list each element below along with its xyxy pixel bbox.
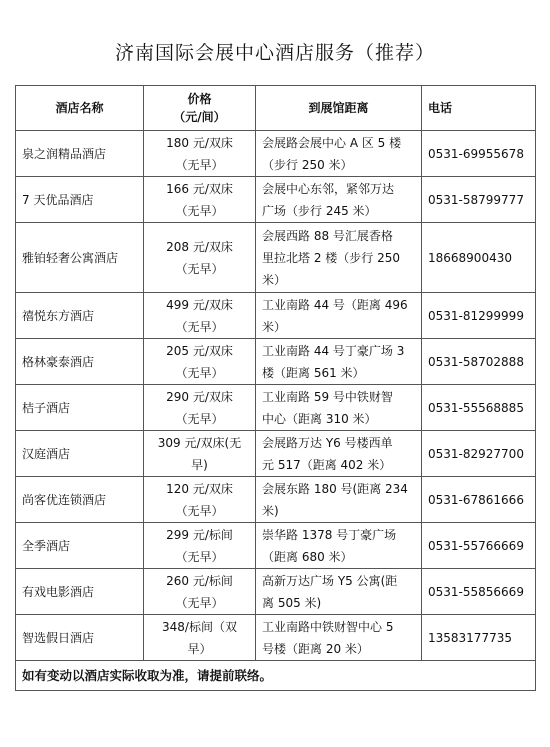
table-row bbox=[16, 385, 536, 431]
hotel-phone: 0531-55856669 bbox=[422, 569, 536, 615]
hotel-price bbox=[144, 339, 256, 385]
hotel-price bbox=[144, 177, 256, 223]
distance-line-1: 会展东路 180 号(距离 234 bbox=[262, 481, 408, 496]
table-row bbox=[16, 569, 536, 615]
hotel-distance bbox=[256, 223, 422, 293]
distance-line-1: 会展中心东邻，紧邻万达 bbox=[262, 181, 395, 196]
price-amount: 260 元/标间 bbox=[166, 573, 233, 588]
price-amount: 309 元/双床(无 bbox=[157, 435, 242, 450]
distance-line-2: 中心（距离 310 米） bbox=[262, 411, 377, 426]
distance-line-1: 工业南路 59 号中铁财智 bbox=[262, 389, 393, 404]
price-amount: 180 元/双床 bbox=[166, 135, 233, 150]
header-hotel-name: 酒店名称 bbox=[16, 86, 144, 131]
hotel-name: 禧悦东方酒店 bbox=[16, 293, 144, 339]
price-breakfast: 早） bbox=[187, 641, 212, 656]
distance-line-2: 米) bbox=[262, 503, 279, 518]
price-amount: 299 元/标间 bbox=[166, 527, 233, 542]
price-breakfast: （无早） bbox=[175, 503, 224, 518]
hotel-name: 7 天优品酒店 bbox=[16, 177, 144, 223]
distance-line-1: 会展路万达 Y6 号楼西单 bbox=[262, 435, 393, 450]
hotel-distance bbox=[256, 569, 422, 615]
hotel-price bbox=[144, 431, 256, 477]
table-row bbox=[16, 523, 536, 569]
price-amount: 208 元/双床 bbox=[166, 239, 233, 254]
distance-line-1: 工业南路 44 号（距离 496 bbox=[262, 297, 408, 312]
distance-line-2: 离 505 米) bbox=[262, 595, 322, 610]
header-phone: 电话 bbox=[422, 86, 536, 131]
hotel-distance bbox=[256, 431, 422, 477]
distance-line-2: 广场（步行 245 米） bbox=[262, 203, 377, 218]
hotel-name: 雅铂轻奢公寓酒店 bbox=[16, 223, 144, 293]
hotel-table bbox=[15, 85, 536, 691]
table-row bbox=[16, 131, 536, 177]
hotel-name: 全季酒店 bbox=[16, 523, 144, 569]
hotel-price bbox=[144, 523, 256, 569]
table-row bbox=[16, 339, 536, 385]
note-text: 如有变动以酒店实际收取为准，请提前联络。 bbox=[16, 661, 536, 691]
table-header-row bbox=[16, 86, 536, 131]
hotel-price bbox=[144, 293, 256, 339]
price-breakfast: （无早） bbox=[175, 549, 224, 564]
hotel-distance bbox=[256, 293, 422, 339]
hotel-distance bbox=[256, 385, 422, 431]
price-breakfast: （无早） bbox=[175, 319, 224, 334]
note-row bbox=[16, 661, 536, 691]
hotel-phone: 0531-69955678 bbox=[422, 131, 536, 177]
distance-line-2: （距离 680 米） bbox=[262, 549, 353, 564]
distance-line-2: （步行 250 米） bbox=[262, 157, 353, 172]
hotel-phone: 0531-67861666 bbox=[422, 477, 536, 523]
hotel-distance bbox=[256, 339, 422, 385]
hotel-phone: 18668900430 bbox=[422, 223, 536, 293]
price-amount: 499 元/双床 bbox=[166, 297, 233, 312]
header-price bbox=[144, 86, 256, 131]
distance-line-2: 里拉北塔 2 楼（步行 250 bbox=[262, 250, 400, 265]
distance-line-2: 号楼（距离 20 米） bbox=[262, 641, 369, 656]
hotel-phone: 0531-58799777 bbox=[422, 177, 536, 223]
price-breakfast: （无早） bbox=[175, 261, 224, 276]
distance-line-1: 崇华路 1378 号丁豪广场 bbox=[262, 527, 397, 542]
price-breakfast: （无早） bbox=[175, 365, 224, 380]
hotel-distance bbox=[256, 523, 422, 569]
hotel-name: 尚客优连锁酒店 bbox=[16, 477, 144, 523]
hotel-price bbox=[144, 131, 256, 177]
hotel-price bbox=[144, 385, 256, 431]
hotel-phone: 13583177735 bbox=[422, 615, 536, 661]
price-breakfast: （无早） bbox=[175, 203, 224, 218]
hotel-phone: 0531-55766669 bbox=[422, 523, 536, 569]
header-price-unit: （元/间） bbox=[173, 110, 226, 124]
hotel-price bbox=[144, 569, 256, 615]
hotel-name: 桔子酒店 bbox=[16, 385, 144, 431]
price-breakfast: （无早） bbox=[175, 157, 224, 172]
hotel-distance bbox=[256, 177, 422, 223]
hotel-phone: 0531-81299999 bbox=[422, 293, 536, 339]
table-row bbox=[16, 431, 536, 477]
price-amount: 290 元/双床 bbox=[166, 389, 233, 404]
table-row bbox=[16, 223, 536, 293]
hotel-phone: 0531-82927700 bbox=[422, 431, 536, 477]
hotel-price bbox=[144, 223, 256, 293]
distance-line-1: 会展西路 88 号汇展香格 bbox=[262, 228, 393, 243]
distance-line-3: 米） bbox=[262, 272, 287, 287]
distance-line-2: 楼（距离 561 米） bbox=[262, 365, 365, 380]
hotel-name: 有戏电影酒店 bbox=[16, 569, 144, 615]
table-row bbox=[16, 477, 536, 523]
price-breakfast: 早) bbox=[191, 457, 208, 472]
price-amount: 120 元/双床 bbox=[166, 481, 233, 496]
page-title: 济南国际会展中心酒店服务（推荐） bbox=[114, 42, 435, 64]
header-distance: 到展馆距离 bbox=[256, 86, 422, 131]
hotel-name: 格林豪泰酒店 bbox=[16, 339, 144, 385]
price-amount: 205 元/双床 bbox=[166, 343, 233, 358]
hotel-name: 智选假日酒店 bbox=[16, 615, 144, 661]
price-breakfast: （无早） bbox=[175, 411, 224, 426]
distance-line-2: 元 517（距离 402 米） bbox=[262, 457, 392, 472]
hotel-distance bbox=[256, 477, 422, 523]
distance-line-1: 工业南路 44 号丁豪广场 3 bbox=[262, 343, 405, 358]
hotel-phone: 0531-55568885 bbox=[422, 385, 536, 431]
table-row bbox=[16, 177, 536, 223]
distance-line-1: 高新万达广场 Y5 公寓(距 bbox=[262, 573, 398, 588]
distance-line-2: 米） bbox=[262, 319, 287, 334]
table-row bbox=[16, 615, 536, 661]
hotel-name: 泉之润精品酒店 bbox=[16, 131, 144, 177]
distance-line-1: 会展路会展中心 A 区 5 楼 bbox=[262, 135, 402, 150]
hotel-distance bbox=[256, 131, 422, 177]
table-row bbox=[16, 293, 536, 339]
price-amount: 166 元/双床 bbox=[166, 181, 233, 196]
hotel-name: 汉庭酒店 bbox=[16, 431, 144, 477]
hotel-distance bbox=[256, 615, 422, 661]
price-amount: 348/标间（双 bbox=[162, 619, 237, 634]
hotel-price bbox=[144, 477, 256, 523]
price-breakfast: （无早） bbox=[175, 595, 224, 610]
hotel-price bbox=[144, 615, 256, 661]
header-price-label: 价格 bbox=[187, 92, 212, 106]
distance-line-1: 工业南路中铁财智中心 5 bbox=[262, 619, 394, 634]
hotel-phone: 0531-58702888 bbox=[422, 339, 536, 385]
